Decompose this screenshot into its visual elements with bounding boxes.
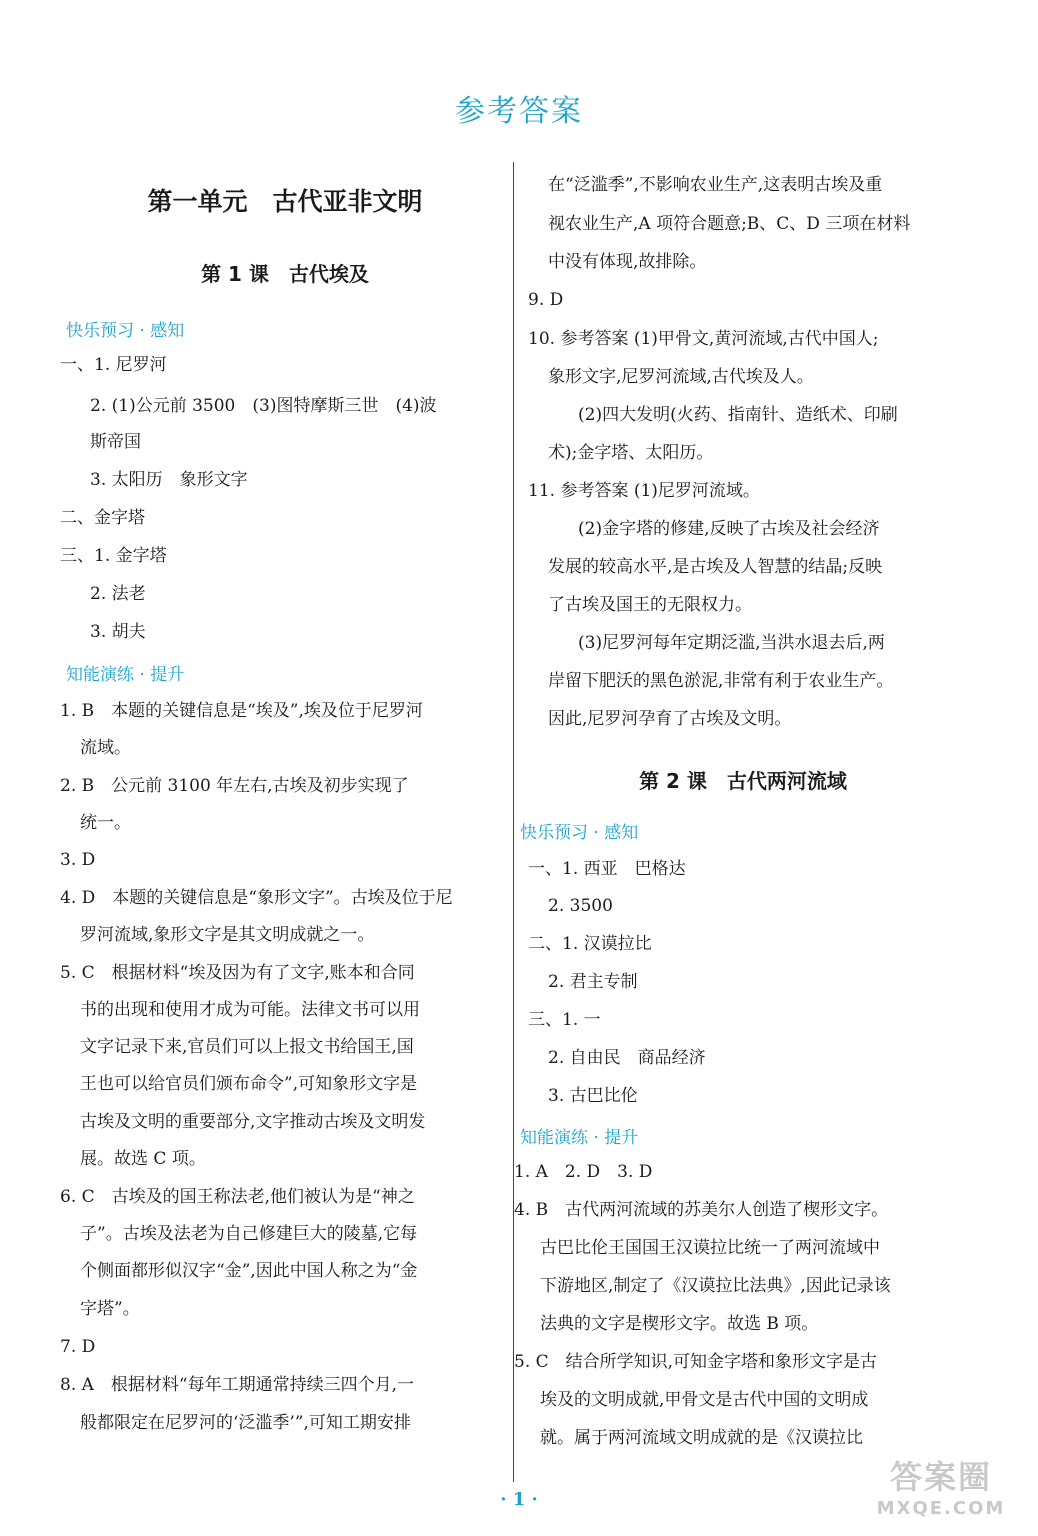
answer-line: 一、1. 西亚 巴格达 xyxy=(528,859,686,879)
lesson-title: 第 1 课 古代埃及 xyxy=(201,262,369,286)
watermark-top: 答案圈 xyxy=(889,1458,992,1496)
answer-line: 3. 古巴比伦 xyxy=(548,1086,638,1106)
answer-line: 一、1. 尼罗河 xyxy=(60,355,167,375)
answer-line: 8. A 根据材料“每年工期通常持续三四个月,一 xyxy=(60,1375,414,1395)
answer-line: 流域。 xyxy=(80,738,131,758)
answer-line: 3. 太阳历 象形文字 xyxy=(90,470,248,490)
answer-line: 在“泛滥季”,不影响农业生产,这表明古埃及重 xyxy=(548,175,883,195)
answer-line: 斯帝国 xyxy=(90,432,141,452)
answer-line: 1. B 本题的关键信息是“埃及”,埃及位于尼罗河 xyxy=(60,701,423,721)
section-heading: 快乐预习 · 感知 xyxy=(66,321,185,341)
answer-line: 5. C 结合所学知识,可知金字塔和象形文字是古 xyxy=(514,1352,878,1372)
answer-line: 2. 自由民 商品经济 xyxy=(548,1048,706,1068)
answer-line: 4. B 古代两河流域的苏美尔人创造了楔形文字。 xyxy=(514,1200,889,1220)
answer-line: 法典的文字是楔形文字。故选 B 项。 xyxy=(540,1314,819,1334)
answer-line: 3. D xyxy=(60,850,96,870)
answer-line: 7. D xyxy=(60,1337,96,1357)
answer-line: 1. A 2. D 3. D xyxy=(514,1162,653,1182)
answer-line: 11. 参考答案 (1)尼罗河流域。 xyxy=(528,481,760,501)
watermark-logo xyxy=(866,1452,1016,1522)
answer-line: 术);金字塔、太阳历。 xyxy=(548,443,714,463)
answer-line: 三、1. 一 xyxy=(528,1010,601,1030)
answer-line: 了古埃及国王的无限权力。 xyxy=(548,595,752,615)
answer-line: 就。属于两河流域文明成就的是《汉谟拉比 xyxy=(540,1428,863,1448)
answer-line: 9. D xyxy=(528,290,564,310)
answer-line: 三、1. 金字塔 xyxy=(60,546,167,566)
answer-line: 埃及的文明成就,甲骨文是古代中国的文明成 xyxy=(540,1390,869,1410)
answer-line: 字塔”。 xyxy=(80,1299,140,1319)
answer-line: (2)四大发明(火药、指南针、造纸术、印刷 xyxy=(578,405,898,425)
answer-line: 古埃及文明的重要部分,文字推动古埃及文明发 xyxy=(80,1112,426,1132)
answer-line: 视农业生产,A 项符合题意;B、C、D 三项在材料 xyxy=(548,214,911,234)
page-title: 参考答案 xyxy=(455,94,583,129)
watermark-bottom: MXQE.COM xyxy=(876,1498,1006,1519)
answer-line: 统一。 xyxy=(80,813,131,833)
unit-title: 第一单元 古代亚非文明 xyxy=(147,187,423,216)
answer-line: 5. C 根据材料“埃及因为有了文字,账本和合同 xyxy=(60,963,415,983)
answer-line: 象形文字,尼罗河流域,古代埃及人。 xyxy=(548,367,814,387)
lesson-title: 第 2 课 古代两河流域 xyxy=(639,769,847,793)
answer-line: 王也可以给官员们颁布命令”,可知象形文字是 xyxy=(80,1074,418,1094)
answer-line: 罗河流域,象形文字是其文明成就之一。 xyxy=(80,925,375,945)
answer-line: 下游地区,制定了《汉谟拉比法典》,因此记录该 xyxy=(540,1276,891,1296)
page-number: · 1 · xyxy=(500,1489,538,1510)
answer-line: 3. 胡夫 xyxy=(90,622,146,642)
answer-line: 2. 君主专制 xyxy=(548,972,638,992)
answer-line: 10. 参考答案 (1)甲骨文,黄河流域,古代中国人; xyxy=(528,329,879,349)
answer-line: 2. 3500 xyxy=(548,896,613,916)
answer-line: 2. B 公元前 3100 年左右,古埃及初步实现了 xyxy=(60,776,409,796)
answer-line: 二、1. 汉谟拉比 xyxy=(528,934,652,954)
section-heading: 快乐预习 · 感知 xyxy=(520,823,639,843)
answer-line: 2. 法老 xyxy=(90,584,146,604)
answer-line: (2)金字塔的修建,反映了古埃及社会经济 xyxy=(578,519,880,539)
answer-line: 展。故选 C 项。 xyxy=(80,1149,206,1169)
answer-line: 发展的较高水平,是古埃及人智慧的结晶;反映 xyxy=(548,557,883,577)
answer-line: 古巴比伦王国国王汉谟拉比统一了两河流域中 xyxy=(540,1238,880,1258)
answer-line: 子”。古埃及法老为自己修建巨大的陵墓,它每 xyxy=(80,1224,418,1244)
column-divider xyxy=(513,162,514,1482)
answer-line: 因此,尼罗河孕育了古埃及文明。 xyxy=(548,709,792,729)
answer-line: 二、金字塔 xyxy=(60,508,145,528)
section-heading: 知能演练 · 提升 xyxy=(520,1128,639,1148)
answer-line: 文字记录下来,官员们可以上报文书给国王,国 xyxy=(80,1037,414,1057)
answer-line: 书的出现和使用才成为可能。法律文书可以用 xyxy=(80,1000,420,1020)
section-heading: 知能演练 · 提升 xyxy=(66,665,185,685)
answer-line: 6. C 古埃及的国王称法老,他们被认为是“神之 xyxy=(60,1187,415,1207)
answer-line: 岸留下肥沃的黑色淤泥,非常有利于农业生产。 xyxy=(548,671,894,691)
answer-line: 2. (1)公元前 3500 (3)图特摩斯三世 (4)波 xyxy=(90,396,437,416)
answer-line: 般都限定在尼罗河的‘泛滥季’”,可知工期安排 xyxy=(80,1413,411,1433)
answer-line: 4. D 本题的关键信息是“象形文字”。古埃及位于尼 xyxy=(60,888,453,908)
answer-line: (3)尼罗河每年定期泛滥,当洪水退去后,两 xyxy=(578,633,885,653)
answer-line: 个侧面都形似汉字“金”,因此中国人称之为“金 xyxy=(80,1261,418,1281)
answer-line: 中没有体现,故排除。 xyxy=(548,252,707,272)
